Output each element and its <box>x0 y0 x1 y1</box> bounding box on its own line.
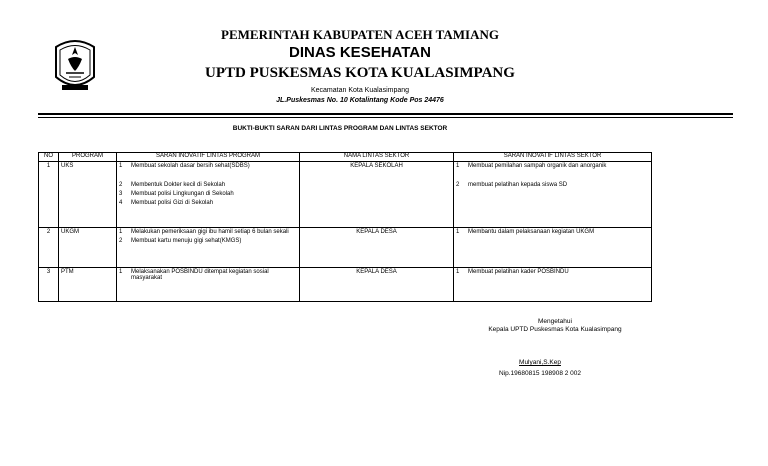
acknowledged-label: Mengetahui <box>538 318 572 325</box>
list-item: 3 Membuat polisi Lingkungan di Sekolah <box>119 191 234 197</box>
program-suggestions <box>117 268 300 302</box>
table-row <box>39 268 652 302</box>
document-title: BUKTI-BUKTI SARAN DARI LINTAS PROGRAM DAN LINTAS SEKTOR <box>232 125 448 132</box>
list-item: 2 Membentuk Dokter kecil di Sekolah <box>119 182 226 188</box>
regency-emblem-logo <box>52 33 98 95</box>
table-header-row <box>39 153 652 162</box>
col-header-saran-program: SARAN INOVATIF LINTAS PROGRAM <box>117 153 300 162</box>
government-title: PEMERINTAH KABUPATEN ACEH TAMIANG <box>221 27 499 42</box>
list-item: 1 Melaksanakan POSBINDU ditempat kegiatan sosial masyarakat <box>119 269 269 281</box>
list-item: 1 Membantu dalam pelaksanaan kegiatan UKGM <box>456 229 595 235</box>
header-divider-thin <box>38 117 733 118</box>
district-text: Kecamatan Kota Kualasimpang <box>310 87 410 94</box>
list-item: 1 Membuat sekolah dasar bersih sehat(SDBS) <box>119 163 250 169</box>
signatory-position: Kepala UPTD Puskesmas Kota Kualasimpang <box>488 326 622 333</box>
institution-title: UPTD PUSKESMAS KOTA KUALASIMPANG <box>205 65 515 81</box>
program-name: UKS <box>59 162 117 228</box>
signatory-name: Mulyani,S.Kep <box>519 359 561 366</box>
list-item: 1 Membuat pelatihan kader POSBINDU <box>456 269 569 275</box>
program-name: PTM <box>59 268 117 302</box>
sector-name: KEPALA SEKOLAH <box>300 162 454 228</box>
list-item: 2 Membuat kartu menuju gigi sehat(KMGS) <box>119 238 242 244</box>
sector-suggestions <box>454 162 652 228</box>
table-row <box>39 162 652 228</box>
address-text: JL.Puskesmas No. 10 Kotalintang Kode Pos 24476 <box>276 97 444 104</box>
row-number: 2 <box>39 228 59 268</box>
header-divider-thick <box>38 113 733 115</box>
program-name: UKGM <box>59 228 117 268</box>
list-item: 1 Membuat pemilahan sampah organik dan anorganik <box>456 163 607 169</box>
table-row <box>39 228 652 268</box>
row-number: 1 <box>39 162 59 228</box>
sector-suggestions <box>454 228 652 268</box>
sector-name: KEPALA DESA <box>300 228 454 268</box>
program-suggestions <box>117 228 300 268</box>
col-header-program: PROGRAM <box>59 153 117 162</box>
list-item: 4 Membuat polisi Gizi di Sekolah <box>119 200 214 206</box>
sector-suggestions <box>454 268 652 302</box>
col-header-saran-sektor: SARAN INOVATIF LINTAS SEKTOR <box>454 153 652 162</box>
col-header-no: NO <box>39 153 59 162</box>
sector-name: KEPALA DESA <box>300 268 454 302</box>
list-item: 1 Melakukan pemeriksaan gigi ibu hamil setiap 6 bulan sekali <box>119 229 289 235</box>
list-item: 2 membuat pelatihan kepada siswa SD <box>456 182 568 188</box>
agency-title: DINAS KESEHATAN <box>289 44 431 61</box>
col-header-nama-sektor: NAMA LINTAS SEKTOR <box>300 153 454 162</box>
signatory-nip: Nip.19680815 198908 2 002 <box>498 370 582 377</box>
suggestions-table <box>38 152 652 302</box>
program-suggestions <box>117 162 300 228</box>
row-number: 3 <box>39 268 59 302</box>
